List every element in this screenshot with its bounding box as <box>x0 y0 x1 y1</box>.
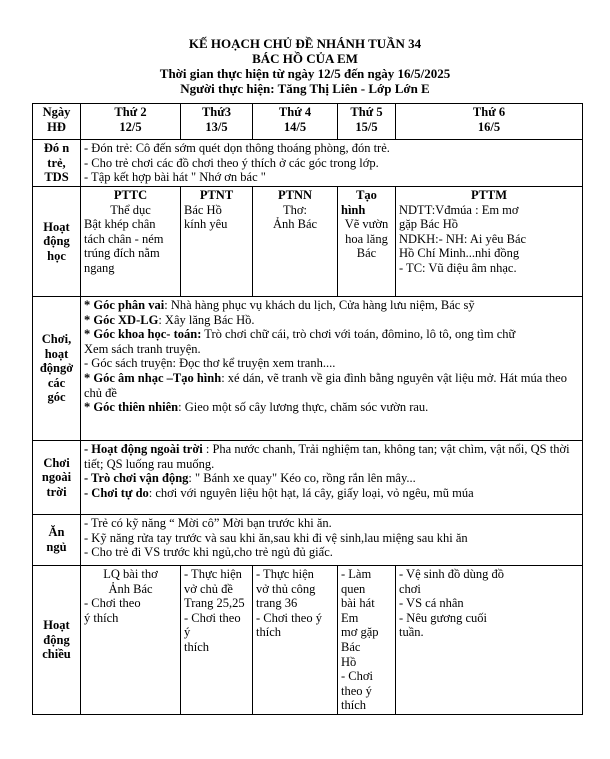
row-label-line: Chơi, <box>41 332 72 347</box>
plan-teacher: Người thực hiện: Tăng Thị Liên - Lớp Lớn E <box>180 81 430 96</box>
row-label-choi-ngoai-troi <box>33 441 81 515</box>
row-don-tre <box>33 140 583 187</box>
choi-goc-content <box>81 297 583 441</box>
lesson-line: NDTT:Vđmúa : Em mơ <box>399 202 519 217</box>
afternoon-line: mơ gặp Bác <box>341 625 379 654</box>
afternoon-mon <box>81 566 181 715</box>
lesson-line: kính yêu <box>184 217 228 232</box>
afternoon-thu <box>338 566 396 715</box>
content-line: - Cho trẻ đi VS trước khi ngủ,cho trẻ ngủ đủ giấc. <box>84 545 333 560</box>
row-an-ngu <box>33 515 583 566</box>
lesson-line: Hồ Chí Minh...nhi đồng <box>399 246 520 261</box>
row-label-line: trời <box>46 484 67 499</box>
row-label-line: học <box>47 248 66 263</box>
corner-item <box>84 342 579 357</box>
lesson-wed <box>253 187 338 297</box>
row-label-choi-goc <box>33 297 81 441</box>
corner-item-text: : Nhà hàng phục vụ khách du lịch, Cửa hàng lưu niệm, Bác sỹ <box>164 298 475 312</box>
content-line: - Trẻ có kỹ năng “ Mời cô” Mời bạn trước khi ăn. <box>84 516 332 530</box>
afternoon-line: - VS cá nhân <box>399 596 464 611</box>
day-header-fri <box>396 104 583 140</box>
corner-item <box>84 313 579 328</box>
an-ngu-content <box>81 515 583 566</box>
lesson-line: Vẽ vườn <box>344 217 389 232</box>
day-name: Thứ 6 <box>472 105 506 119</box>
table-header-row <box>33 104 583 140</box>
corner-item <box>84 400 579 415</box>
afternoon-line: - Thực hiện <box>184 567 242 581</box>
afternoon-line: tuần. <box>399 625 424 640</box>
row-label-line: hoạt <box>44 346 69 361</box>
outdoor-item <box>84 442 579 471</box>
afternoon-line: thích <box>341 698 366 713</box>
corner-item-text: : Gieo một số cây lương thực, chăm sóc vườn rau. <box>178 400 429 415</box>
afternoon-line: - Nêu gương cuối <box>399 610 488 625</box>
day-name: Thứ 4 <box>278 105 312 119</box>
row-label-line: Hoạt <box>43 219 70 234</box>
corner-item-text: Xem sách tranh truyện. <box>84 341 201 356</box>
afternoon-line: - Vệ sinh đồ dùng đồ <box>399 567 504 581</box>
row-label-line: ngoài <box>41 470 72 485</box>
corner-item <box>84 356 579 371</box>
lesson-line: gặp Bác Hồ <box>399 217 459 232</box>
outdoor-item <box>84 471 579 486</box>
lesson-line: tách chân - ném <box>84 231 164 246</box>
row-label-line: các <box>47 375 66 390</box>
corner-activity-label: HĐ <box>47 119 66 134</box>
lesson-subject: PTTC <box>113 188 148 202</box>
afternoon-line: - Làm quen <box>341 567 372 596</box>
row-label-an-ngu <box>33 515 81 566</box>
corner-item-text: - Góc sách truyện: Đọc thơ kể truyện xem tranh.... <box>84 356 336 371</box>
lesson-line: NDKH:- NH: Ai yêu Bác <box>399 231 527 246</box>
lesson-subject: PTNN <box>277 188 313 202</box>
afternoon-line: vở chủ đề <box>184 581 233 596</box>
afternoon-line: bài hát Em <box>341 596 375 625</box>
row-label-line: động <box>43 632 70 647</box>
row-label-line: chiều <box>42 647 71 662</box>
afternoon-line: Ảnh Bác <box>108 581 153 596</box>
outdoor-item <box>84 486 579 501</box>
corner-day-label: Ngày <box>42 105 71 119</box>
afternoon-line: thích <box>184 639 209 654</box>
row-hoat-dong-hoc <box>33 187 583 297</box>
row-hoat-dong-chieu <box>33 566 583 715</box>
lesson-line: Thể dục <box>110 202 151 217</box>
row-label-line: Hoạt <box>43 618 70 633</box>
corner-item-title: * Góc khoa học- toán: <box>84 327 202 342</box>
outdoor-item-text: : " Bánh xe quay" Kéo co, rồng rắn lên mây... <box>188 471 416 486</box>
corner-item-text: Trò chơi chữ cái, trò chơi với toán, đômino, lô tô, ong tìm chữ <box>201 327 516 342</box>
afternoon-line: - Thực hiện <box>256 567 314 581</box>
row-label-line: Ăn <box>48 525 65 540</box>
lesson-tue <box>181 187 253 297</box>
outdoor-item-text: : chơi với nguyên liệu hột hạt, lá cây, giấy loại, vỏ ngêu, mũ múa <box>148 485 474 500</box>
row-label-line: ngủ <box>46 540 67 554</box>
afternoon-line: chơi <box>399 581 421 596</box>
plan-header <box>0 36 610 96</box>
afternoon-line: LQ bài thơ <box>103 567 158 581</box>
lesson-line: Bác <box>356 246 377 261</box>
day-date: 13/5 <box>205 119 228 134</box>
afternoon-line: trang 36 <box>256 596 298 611</box>
lesson-line: trúng đích nằm <box>84 246 160 261</box>
afternoon-line: Trang 25,25 <box>184 596 245 611</box>
day-date: 14/5 <box>283 119 307 134</box>
day-date: 15/5 <box>355 119 378 134</box>
lesson-mon <box>81 187 181 297</box>
row-label-line: động <box>43 234 70 249</box>
lesson-line: Thơ: <box>283 202 307 217</box>
plan-theme: BÁC HỒ CỦA EM <box>252 51 358 66</box>
plan-time-range: Thời gian thực hiện từ ngày 12/5 đến ngày 16/5/2025 <box>159 66 451 81</box>
day-header-wed <box>253 104 338 140</box>
lesson-line: hoa lăng <box>345 231 388 246</box>
afternoon-fri <box>396 566 583 715</box>
lesson-subject: Tạo <box>356 188 377 202</box>
lesson-subject: PTNT <box>199 188 234 202</box>
corner-item-title: * Góc phân vai <box>84 298 165 312</box>
corner-item-title: * Góc âm nhạc –Tạo hình <box>84 370 222 385</box>
day-name: Thứ 5 <box>350 105 383 119</box>
corner-item <box>84 298 579 313</box>
afternoon-line: - Chơi theo ý <box>341 669 373 698</box>
afternoon-line: thích <box>256 625 281 640</box>
row-label-line: trẻ, <box>47 155 66 170</box>
day-date: 16/5 <box>477 119 501 134</box>
row-label-line: TDS <box>44 170 69 185</box>
outdoor-item-title: - Hoạt động ngoài trời <box>84 442 203 456</box>
corner-item <box>84 371 579 400</box>
corner-item <box>84 327 579 342</box>
afternoon-tue <box>181 566 253 715</box>
row-choi-goc <box>33 297 583 441</box>
content-line: - Tập kết hợp bài hát " Nhớ ơn bác " <box>84 170 266 185</box>
day-header-tue <box>181 104 253 140</box>
day-name: Thứ 2 <box>114 105 147 119</box>
afternoon-line: - Chơi theo ý <box>256 610 322 625</box>
outdoor-item-title: - Chơi tự do <box>84 485 149 500</box>
content-line: - Kỹ năng rửa tay trước và sau khi ăn,sau khi đi vệ sinh,lau miệng sau khi ăn <box>84 530 468 545</box>
outdoor-item-text: : Pha nước chanh, Trải nghiệm tan, không tan; vật chìm, vật nổi, QS thời tiết; QS luống rau muống. <box>84 442 570 471</box>
afternoon-line: - Chơi theo ý <box>184 610 241 640</box>
day-date: 12/5 <box>119 119 142 134</box>
lesson-line: Bác Hồ <box>184 202 222 217</box>
corner-item-title: * Góc thiên nhiên <box>84 400 179 415</box>
afternoon-line: - Chơi theo <box>84 596 141 611</box>
lesson-line: Bật khép chân <box>84 217 156 232</box>
day-header-mon <box>81 104 181 140</box>
corner-item-text: : Xây lăng Bác Hồ. <box>158 312 255 327</box>
afternoon-wed <box>253 566 338 715</box>
lesson-thu <box>338 187 396 297</box>
lesson-subject: PTTM <box>470 188 508 202</box>
content-line: - Cho trẻ chơi các đồ chơi theo ý thích ở các góc trong lớp. <box>84 155 379 170</box>
choi-ngoai-troi-content <box>81 441 583 515</box>
don-tre-content <box>81 140 583 187</box>
row-label-hoat-dong-chieu <box>33 566 81 715</box>
lesson-line: Ảnh Bác <box>272 217 318 232</box>
row-label-line: góc <box>47 390 66 405</box>
afternoon-line: ý thích <box>84 610 119 625</box>
row-label-line: Đó n <box>43 141 70 156</box>
afternoon-line: Hồ <box>341 654 357 669</box>
corner-cell <box>33 104 81 140</box>
lesson-line: ngang <box>84 260 115 275</box>
lesson-fri <box>396 187 583 297</box>
content-line: - Đón trẻ: Cô đến sớm quét dọn thông thoáng phòng, đón trẻ. <box>84 141 390 155</box>
outdoor-item-title: - Trò chơi vận động <box>84 471 189 486</box>
row-label-don-tre <box>33 140 81 187</box>
plan-title: KẾ HOẠCH CHỦ ĐỀ NHÁNH TUẦN 34 <box>188 36 422 51</box>
day-header-thu <box>338 104 396 140</box>
lesson-subject-cont: hình <box>341 202 366 217</box>
row-label-line: Chơi <box>43 455 70 470</box>
row-label-line: độngở <box>39 361 74 376</box>
row-choi-ngoai-troi <box>33 441 583 515</box>
day-name: Thứ3 <box>201 105 232 119</box>
weekly-plan-table <box>32 103 583 715</box>
afternoon-line: vở thủ công <box>256 581 316 596</box>
corner-item-text: : xé dán, vẽ tranh về gia đình bằng nguyên vật liệu mở. Hát múa theo chủ đề <box>84 370 567 400</box>
corner-item-title: * Góc XD-LG <box>84 312 159 327</box>
lesson-line: - TC: Vũ điệu âm nhạc. <box>399 260 517 275</box>
row-label-hoat-dong-hoc <box>33 187 81 297</box>
